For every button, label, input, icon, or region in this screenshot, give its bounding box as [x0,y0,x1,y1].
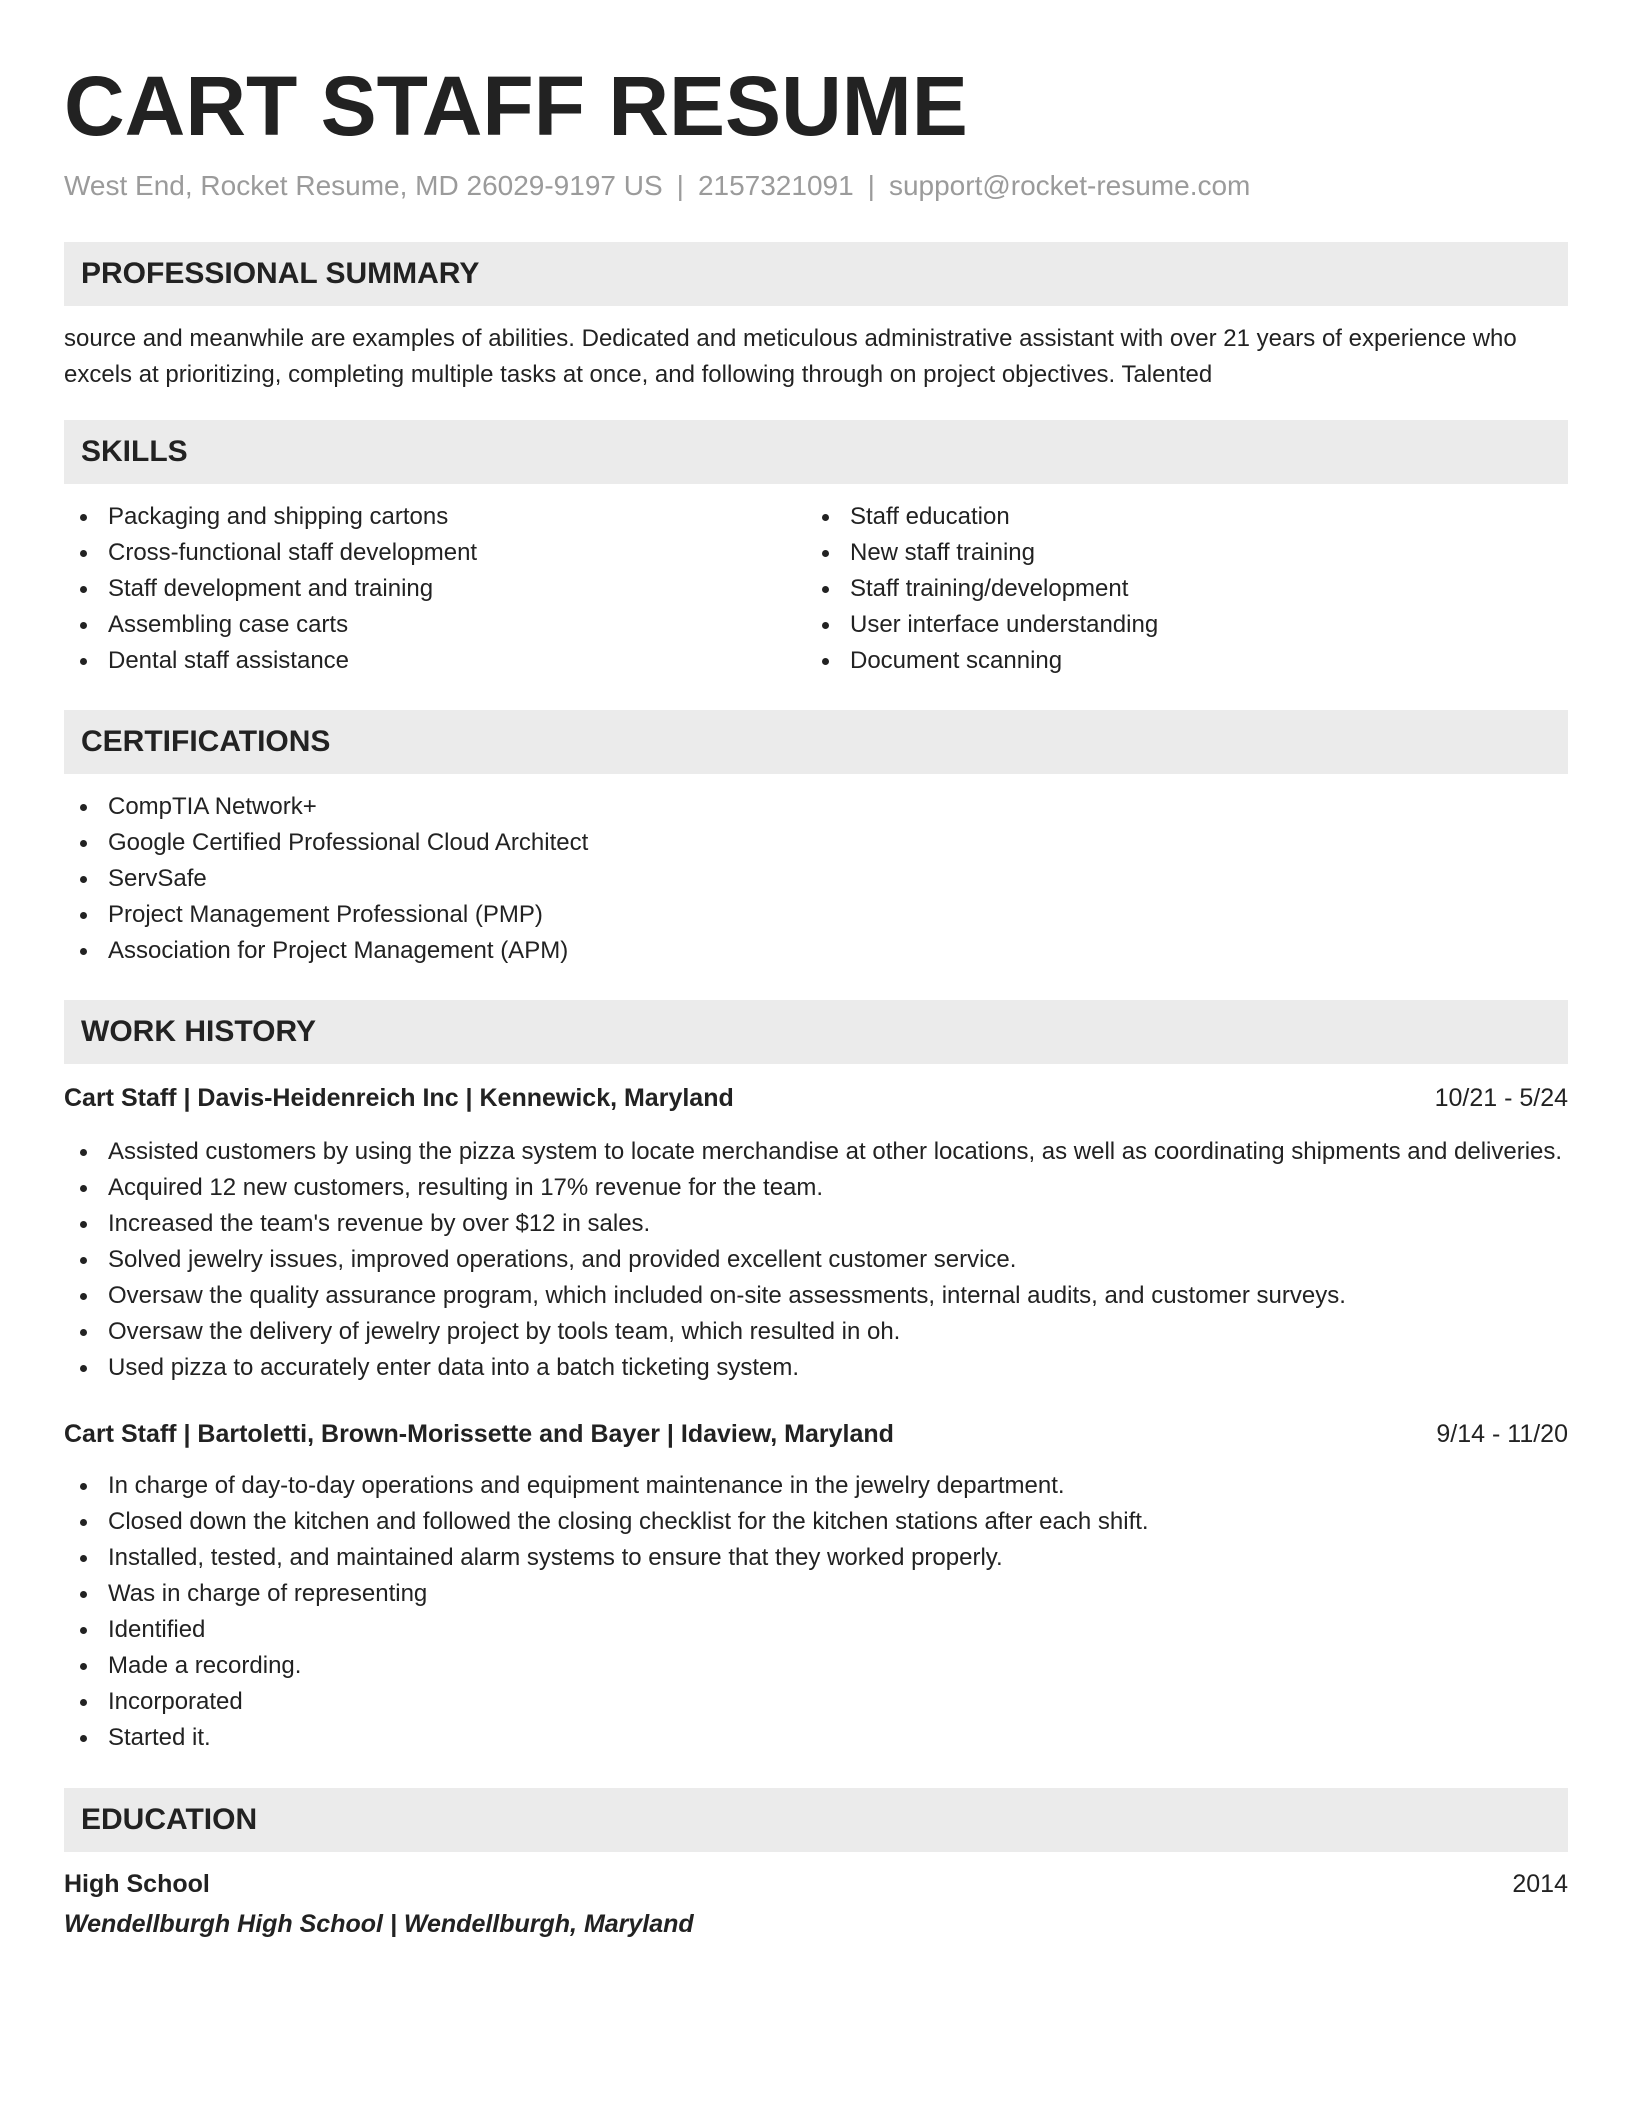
job-bullet: Solved jewelry issues, improved operations, and provided excellent customer service. [64,1242,1568,1278]
job-bullet: Oversaw the delivery of jewelry project by tools team, which resulted in oh. [64,1314,1568,1350]
education-year: 2014 [1512,1870,1568,1898]
education-entry [64,1866,1568,1942]
skills-column-right [806,499,1548,679]
skills-list [64,499,1568,679]
skill-item: Staff development and training [64,571,806,607]
skill-item: Document scanning [806,643,1548,679]
job-bullet: Increased the team's revenue by over $12 in sales. [64,1206,1568,1242]
contact-email: support@rocket-resume.com [888,170,1251,201]
education-school: Wendellburgh High School | Wendellburgh, Maryland [64,1910,694,1938]
job-entry [64,1080,1568,1386]
section-heading-work-history: WORK HISTORY [64,1000,1568,1064]
section-heading-skills: SKILLS [64,420,1568,484]
contact-phone: 2157321091 [697,170,854,201]
contact-line [64,168,1568,204]
job-bullet: Acquired 12 new customers, resulting in 17% revenue for the team. [64,1170,1568,1206]
job-header [64,1080,1568,1116]
job-bullet: Identified [64,1612,1568,1648]
job-header [64,1416,1568,1452]
job-bullet: Incorporated [64,1684,1568,1720]
job-dates: 9/14 - 11/20 [1436,1420,1568,1448]
job-bullet: In charge of day-to-day operations and equipment maintenance in the jewelry department. [64,1468,1568,1504]
summary-text: source and meanwhile are examples of abilities. Dedicated and meticulous administrative assistant with over 21 years of experience who excels at prioritizing, completing multiple tasks at once, and following through on project objectives. Talented [64,325,1517,388]
job-bullet: Oversaw the quality assurance program, which included on-site assessments, internal audits, and customer surveys. [64,1278,1568,1314]
resume-title: CART STAFF RESUME [64,59,968,153]
certification-item: Project Management Professional (PMP) [64,897,1568,933]
contact-address: West End, Rocket Resume, MD 26029-9197 US [64,170,663,201]
skill-item: Assembling case carts [64,607,806,643]
contact-separator: | [867,170,875,201]
job-dates: 10/21 - 5/24 [1434,1084,1568,1112]
job-bullets [64,1468,1568,1756]
job-bullet: Made a recording. [64,1648,1568,1684]
skills-column-left [64,499,806,679]
job-bullet: Assisted customers by using the pizza system to locate merchandise at other locations, as well as coordinating shipments and deliveries. [64,1134,1568,1170]
job-bullet: Started it. [64,1720,1568,1756]
job-bullet: Used pizza to accurately enter data into a batch ticketing system. [64,1350,1568,1386]
skill-item: Cross-functional staff development [64,535,806,571]
job-title: Cart Staff | Bartoletti, Brown-Morissette and Bayer | Idaview, Maryland [64,1420,894,1448]
section-heading-education: EDUCATION [64,1788,1568,1852]
certifications-list [64,789,1568,969]
skill-item: Staff education [806,499,1548,535]
skill-item: Dental staff assistance [64,643,806,679]
certification-item: ServSafe [64,861,1568,897]
education-degree: High School [64,1870,210,1898]
certification-item: Association for Project Management (APM) [64,933,1568,969]
job-bullet: Closed down the kitchen and followed the closing checklist for the kitchen stations after each shift. [64,1504,1568,1540]
skill-item: Staff training/development [806,571,1548,607]
resume-page [64,58,1568,1942]
job-title: Cart Staff | Davis-Heidenreich Inc | Kennewick, Maryland [64,1084,734,1112]
job-bullet: Was in charge of representing [64,1576,1568,1612]
job-bullets [64,1134,1568,1386]
skill-item: New staff training [806,535,1548,571]
skill-item: Packaging and shipping cartons [64,499,806,535]
education-header [64,1866,1568,1902]
section-heading-summary: PROFESSIONAL SUMMARY [64,242,1568,306]
certification-item: Google Certified Professional Cloud Architect [64,825,1568,861]
skill-item: User interface understanding [806,607,1548,643]
certification-item: CompTIA Network+ [64,789,1568,825]
job-entry [64,1416,1568,1756]
contact-separator: | [676,170,684,201]
job-bullet: Installed, tested, and maintained alarm systems to ensure that they worked properly. [64,1540,1568,1576]
section-heading-certifications: CERTIFICATIONS [64,710,1568,774]
